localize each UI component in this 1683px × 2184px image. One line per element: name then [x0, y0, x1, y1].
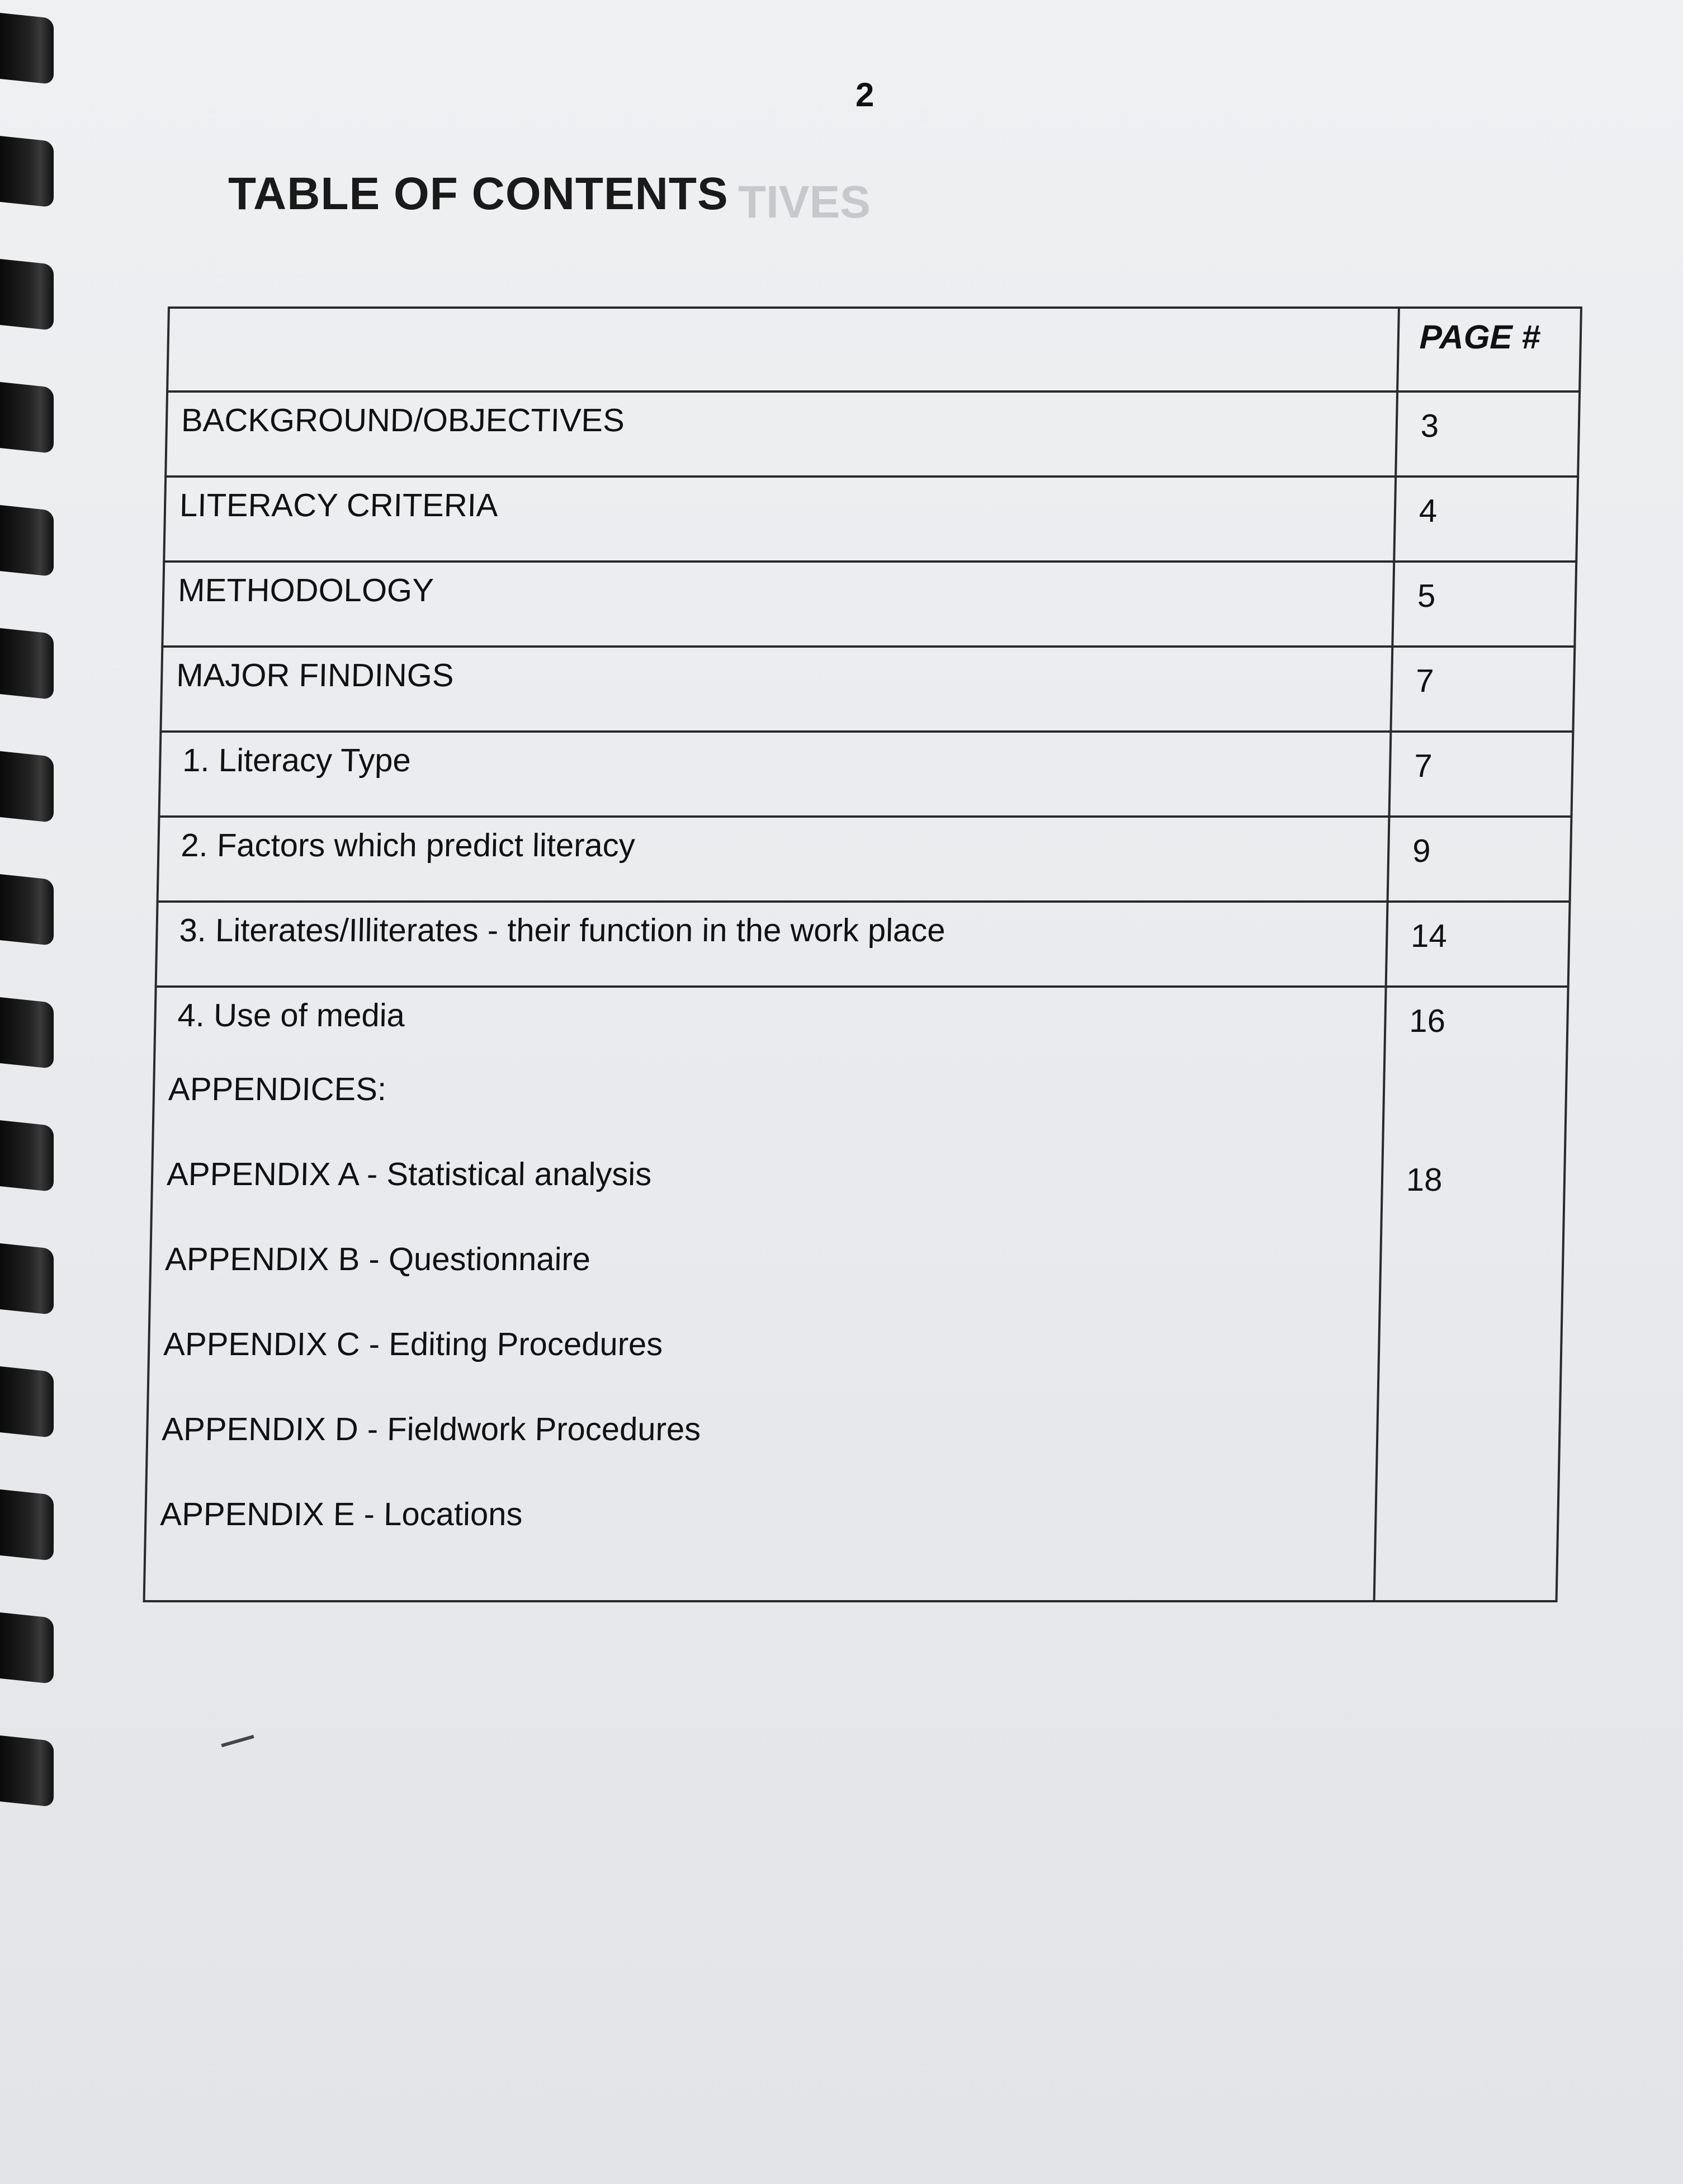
pen-mark: [221, 1735, 254, 1747]
binding-ring: [0, 505, 54, 577]
binding-ring: [0, 751, 54, 823]
binding-ring: [0, 1612, 54, 1684]
binding-ring: [0, 1120, 54, 1192]
toc-entry-page: 16: [1408, 1003, 1446, 1039]
toc-entry-title: METHODOLOGY: [177, 572, 434, 608]
toc-entry-title: 2. Factors which predict literacy: [180, 827, 636, 864]
toc-entry-page: 9: [1412, 833, 1431, 869]
toc-entry-title: 4. Use of media: [177, 997, 405, 1034]
binding-ring: [0, 1489, 54, 1561]
appendices-heading: APPENDICES:: [168, 1071, 387, 1107]
row-divider: [158, 815, 1572, 818]
binding-ring: [0, 382, 54, 454]
binding-ring: [0, 1243, 54, 1315]
appendix-entry: APPENDIX B - Questionnaire: [164, 1241, 591, 1277]
toc-entry-page: 7: [1415, 663, 1435, 699]
page-number: 2: [855, 76, 874, 114]
binding-ring: [0, 136, 54, 207]
binding-ring: [0, 259, 54, 331]
row-divider: [163, 560, 1577, 563]
binding-ring: [0, 997, 54, 1069]
toc-entry-page: 3: [1420, 408, 1439, 444]
toc-entry-page: 5: [1417, 578, 1436, 614]
toc-entry-page: 14: [1410, 918, 1448, 954]
toc-entry-title: 3. Literates/Illiterates - their function in the work place: [178, 912, 946, 949]
toc-entry-title: BACKGROUND/OBJECTIVES: [181, 402, 625, 438]
page-title: TABLE OF CONTENTS: [228, 168, 729, 219]
row-divider: [164, 475, 1579, 478]
appendix-entry: APPENDIX A - Statistical analysis: [166, 1156, 652, 1192]
row-divider: [161, 645, 1576, 648]
appendix-entry: APPENDIX C - Editing Procedures: [163, 1326, 663, 1362]
binding-ring: [0, 1735, 54, 1807]
appendix-entry: APPENDIX E - Locations: [159, 1496, 523, 1532]
appendices-page: 18: [1406, 1162, 1443, 1198]
row-divider: [157, 900, 1571, 903]
row-divider: [155, 985, 1569, 988]
toc-entry-page: 7: [1413, 748, 1433, 784]
row-divider: [159, 730, 1574, 733]
table-of-contents: [143, 306, 1582, 1602]
row-divider: [166, 390, 1581, 393]
appendix-entry: APPENDIX D - Fieldwork Procedures: [161, 1411, 701, 1447]
bleed-through-text: TIVES: [738, 177, 871, 228]
spiral-binding: [0, 0, 67, 2184]
toc-entry-title: 1. Literacy Type: [182, 742, 412, 779]
toc-entry-page: 4: [1419, 493, 1438, 529]
binding-ring: [0, 628, 54, 700]
toc-entry-title: MAJOR FINDINGS: [176, 657, 455, 694]
binding-ring: [0, 1366, 54, 1438]
toc-entry-title: LITERACY CRITERIA: [179, 487, 499, 523]
page-column-header: PAGE #: [1419, 318, 1541, 356]
binding-ring: [0, 874, 54, 946]
binding-ring: [0, 13, 54, 84]
